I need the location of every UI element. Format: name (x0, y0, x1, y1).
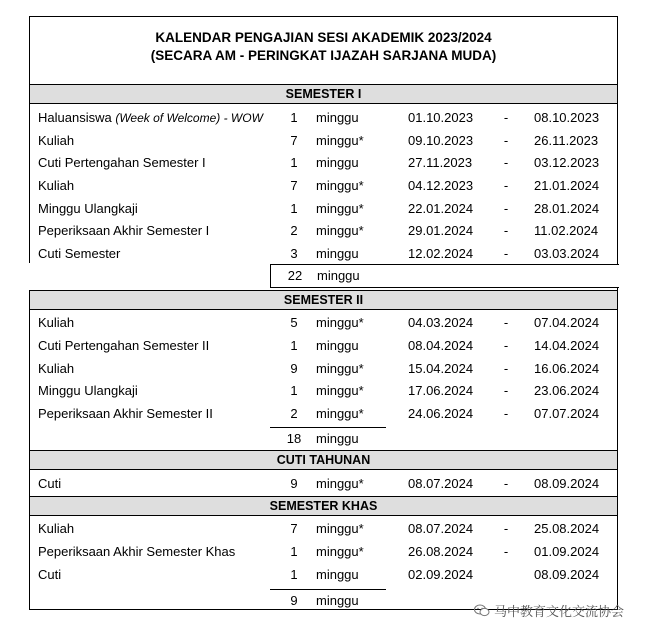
start-date: 02.09.2024 (408, 567, 474, 582)
date-separator: - (503, 338, 509, 353)
title-line-1: KALENDAR PENGAJIAN SESI AKADEMIK 2023/2024 (155, 30, 492, 45)
activity: Minggu Ulangkaji (38, 201, 138, 216)
duration-unit: minggu* (316, 383, 364, 398)
activity: Minggu Ulangkaji (38, 383, 138, 398)
table-row (30, 567, 617, 589)
end-date: 21.01.2024 (534, 178, 600, 193)
duration-number: 7 (290, 178, 298, 193)
duration-unit: minggu* (316, 521, 364, 536)
date-separator: - (503, 223, 509, 238)
duration-unit: minggu* (316, 544, 364, 559)
end-date: 16.06.2024 (534, 361, 600, 376)
table-row (30, 544, 617, 566)
date-separator: - (503, 406, 509, 421)
table-row (30, 178, 617, 200)
activity: Cuti Pertengahan Semester I (38, 155, 206, 170)
activity: Cuti Pertengahan Semester II (38, 338, 210, 353)
end-date: 08.09.2024 (534, 567, 600, 582)
start-date: 08.07.2024 (408, 521, 474, 536)
wechat-icon (474, 604, 490, 617)
activity: Peperiksaan Akhir Semester I (38, 223, 210, 238)
duration-number: 2 (290, 406, 298, 421)
watermark-text: 马中教育文化交流协会 (493, 604, 624, 619)
duration-unit: minggu (316, 338, 359, 353)
activity-italic: (Week of Welcome) - WOW (115, 111, 263, 125)
activity: Cuti Semester (38, 246, 121, 261)
end-date: 03.03.2024 (534, 246, 600, 261)
date-separator: - (503, 133, 509, 148)
date-separator: - (503, 201, 509, 216)
frame-gap (29, 263, 270, 290)
date-separator: - (503, 544, 509, 559)
duration-number: 1 (290, 567, 298, 582)
duration-number: 9 (290, 476, 298, 491)
table-row (30, 406, 617, 428)
section-heading-cuti-tahunan: CUTI TAHUNAN (30, 450, 617, 470)
start-date: 01.10.2023 (408, 110, 474, 125)
start-date: 04.03.2024 (408, 315, 474, 330)
duration-unit: minggu (316, 155, 359, 170)
section-heading-semester-2: SEMESTER II (30, 290, 617, 310)
total-semester-khas (270, 589, 386, 609)
duration-number: 1 (290, 383, 298, 398)
duration-number: 7 (290, 521, 298, 536)
total-unit: minggu (317, 268, 360, 283)
table-row (30, 201, 617, 223)
end-date: 07.07.2024 (534, 406, 600, 421)
duration-unit: minggu* (316, 361, 364, 376)
date-separator: - (503, 110, 509, 125)
duration-unit: minggu* (316, 133, 364, 148)
duration-number: 1 (290, 201, 298, 216)
duration-unit: minggu* (316, 201, 364, 216)
duration-number: 9 (290, 361, 298, 376)
end-date: 01.09.2024 (534, 544, 600, 559)
start-date: 15.04.2024 (408, 361, 474, 376)
end-date: 26.11.2023 (534, 133, 599, 148)
duration-unit: minggu (316, 246, 359, 261)
date-separator: - (503, 383, 509, 398)
activity: Kuliah (38, 315, 75, 330)
table-row (30, 476, 617, 498)
date-separator: - (503, 178, 509, 193)
end-date: 25.08.2024 (534, 521, 600, 536)
table-row (30, 223, 617, 245)
table-row (30, 155, 617, 177)
duration-number: 5 (290, 315, 298, 330)
total-number: 9 (290, 593, 298, 608)
start-date: 22.01.2024 (408, 201, 474, 216)
date-separator: - (503, 246, 509, 261)
table-row (30, 338, 617, 360)
start-date: 12.02.2024 (408, 246, 474, 261)
date-separator: - (503, 315, 509, 330)
duration-number: 2 (290, 223, 298, 238)
duration-number: 7 (290, 133, 298, 148)
start-date: 26.08.2024 (408, 544, 474, 559)
table-row (30, 383, 617, 405)
activity: Kuliah (38, 361, 75, 376)
duration-unit: minggu* (316, 315, 364, 330)
table-row (30, 133, 617, 155)
activity: Cuti (38, 476, 62, 491)
watermark (474, 601, 624, 620)
date-separator: - (503, 521, 509, 536)
activity: Haluansiswa (38, 110, 116, 125)
start-date: 29.01.2024 (408, 223, 474, 238)
date-separator: - (503, 361, 509, 376)
end-date: 28.01.2024 (534, 201, 600, 216)
date-separator: - (503, 476, 509, 491)
section-heading-semester-khas: SEMESTER KHAS (30, 496, 617, 516)
start-date: 08.07.2024 (408, 476, 474, 491)
start-date: 17.06.2024 (408, 383, 474, 398)
table-row (30, 110, 617, 132)
end-date: 07.04.2024 (534, 315, 600, 330)
duration-number: 1 (290, 155, 298, 170)
activity: Cuti (38, 567, 62, 582)
end-date: 11.02.2024 (534, 223, 599, 238)
activity: Peperiksaan Akhir Semester Khas (38, 544, 236, 559)
total-number: 22 (287, 268, 303, 283)
activity: Kuliah (38, 521, 75, 536)
end-date: 03.12.2023 (534, 155, 600, 170)
duration-number: 3 (290, 246, 298, 261)
duration-unit: minggu (316, 567, 359, 582)
start-date: 08.04.2024 (408, 338, 474, 353)
end-date: 23.06.2024 (534, 383, 600, 398)
activity: Kuliah (38, 133, 75, 148)
duration-unit: minggu* (316, 406, 364, 421)
duration-number: 1 (290, 110, 298, 125)
section-heading-semester-1: SEMESTER I (30, 84, 617, 104)
table-row (30, 315, 617, 337)
start-date: 27.11.2023 (408, 155, 473, 170)
duration-unit: minggu (316, 110, 359, 125)
total-unit: minggu (316, 431, 359, 446)
title-line-2: (SECARA AM - PERINGKAT IJAZAH SARJANA MUDA) (150, 48, 497, 63)
start-date: 24.06.2024 (408, 406, 474, 421)
activity: Kuliah (38, 178, 75, 193)
duration-unit: minggu* (316, 223, 364, 238)
total-number: 18 (286, 431, 302, 446)
duration-unit: minggu* (316, 476, 364, 491)
total-box-semester-1 (270, 264, 619, 288)
table-row (30, 361, 617, 383)
total-semester-2 (270, 427, 386, 447)
start-date: 09.10.2023 (408, 133, 474, 148)
end-date: 08.10.2023 (534, 110, 600, 125)
duration-number: 1 (290, 544, 298, 559)
table-row (30, 521, 617, 543)
duration-number: 1 (290, 338, 298, 353)
total-unit: minggu (316, 593, 359, 608)
end-date: 08.09.2024 (534, 476, 600, 491)
duration-unit: minggu* (316, 178, 364, 193)
activity: Peperiksaan Akhir Semester II (38, 406, 213, 421)
end-date: 14.04.2024 (534, 338, 600, 353)
date-separator: - (503, 155, 509, 170)
calendar-frame (29, 16, 618, 610)
start-date: 04.12.2023 (408, 178, 474, 193)
